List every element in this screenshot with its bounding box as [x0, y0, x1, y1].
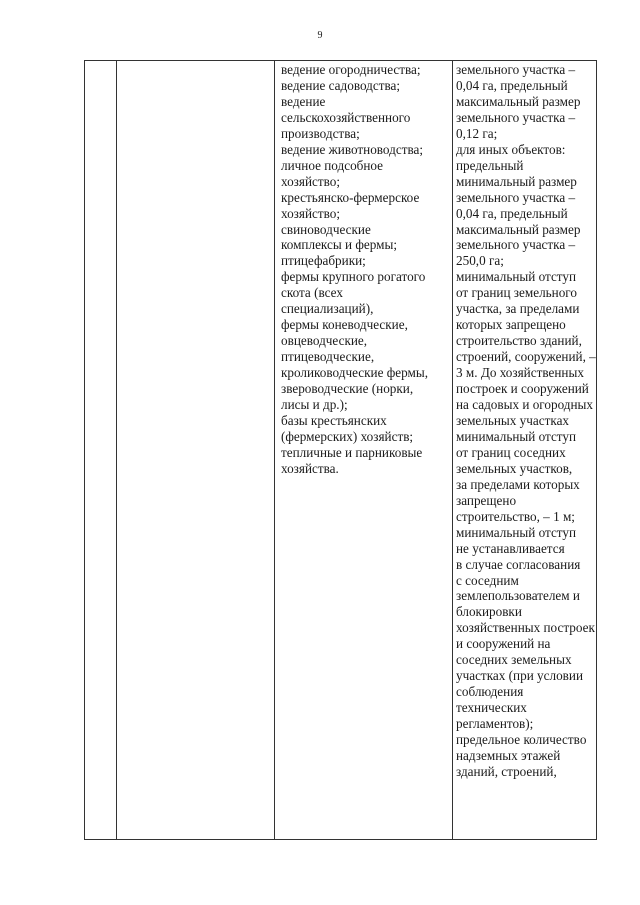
text-line: запрещено [456, 492, 517, 508]
text-line: технических [456, 700, 527, 716]
text-line: землепользователем и [456, 588, 580, 604]
text-line: которых запрещено [456, 317, 566, 333]
text-line: 0,04 га, предельный [456, 77, 568, 93]
text-line: не устанавливается [456, 540, 565, 556]
text-line: 0,04 га, предельный [456, 205, 568, 221]
text-line: комплексы и фермы; [281, 237, 398, 253]
zoning-regulations-table [84, 60, 597, 840]
text-line: строительство, – 1 м; [456, 508, 575, 524]
table-row [85, 61, 597, 840]
table-cell-permitted-uses [275, 61, 453, 840]
text-line: ведение огородничества; [281, 62, 421, 77]
text-line: земельного участка – [456, 237, 576, 253]
text-line: и сооружений на [456, 636, 551, 652]
text-line: птицеводческие, [281, 349, 375, 365]
text-line: минимальный размер [456, 173, 577, 189]
permitted-uses-text [275, 61, 452, 477]
text-line: производства; [281, 125, 360, 141]
text-line: за пределами которых [456, 476, 580, 492]
text-line: хозяйственных построек [456, 620, 595, 636]
text-line: фермы коневодческие, [281, 317, 408, 333]
text-line: максимальный размер [456, 93, 581, 109]
text-line: земельного участка – [456, 189, 576, 205]
text-line: построек и сооружений [456, 381, 589, 397]
text-line: птицефабрики; [281, 253, 366, 269]
text-line: зданий, строений, [456, 763, 557, 779]
text-line: кролиководческие фермы, [281, 365, 429, 381]
text-line: участка, за пределами [456, 301, 580, 317]
text-line: на садовых и огородных [456, 397, 594, 413]
text-line: лисы и др.); [281, 397, 348, 413]
text-line: для иных объектов: [456, 141, 566, 157]
text-line: тепличные и парниковые [281, 444, 423, 460]
text-line: земельного участка – [456, 62, 576, 77]
text-line: надземных этажей [456, 747, 561, 763]
text-line: звероводческие (норки, [281, 381, 414, 397]
text-line: соблюдения [456, 684, 524, 700]
text-line: регламентов); [456, 716, 534, 732]
text-line: соседних земельных [456, 652, 572, 668]
text-line: участках (при условии [456, 668, 584, 684]
text-line: хозяйства. [281, 460, 339, 476]
text-line: максимальный размер [456, 221, 581, 237]
text-line: базы крестьянских [281, 412, 387, 428]
text-line: земельного участка – [456, 109, 576, 125]
text-line: сельскохозяйственного [281, 109, 411, 125]
table-cell-zone [117, 61, 275, 840]
text-line: фермы крупного рогатого [281, 269, 426, 285]
text-line: свиноводческие [281, 221, 371, 237]
text-line: скота (всех [281, 285, 343, 301]
text-line: земельных участках [456, 412, 570, 428]
text-line: в случае согласования [456, 556, 581, 572]
text-line: ведение садоводства; [281, 77, 401, 93]
text-line: от границ земельного [456, 285, 577, 301]
text-line: хозяйство; [281, 173, 341, 189]
text-line: от границ соседних [456, 444, 566, 460]
text-line: с соседним [456, 572, 519, 588]
text-line: строений, сооружений, – [456, 349, 596, 365]
text-line: блокировки [456, 604, 522, 620]
text-line: ведение [281, 93, 326, 109]
text-line: 0,12 га; [456, 125, 498, 141]
text-line: предельный [456, 157, 524, 173]
text-line: специализаций), [281, 301, 374, 317]
text-line: личное подсобное [281, 157, 384, 173]
table-cell-number [85, 61, 117, 840]
text-line: 250,0 га; [456, 253, 504, 269]
text-line: овцеводческие, [281, 333, 368, 349]
text-line: ведение животноводства; [281, 141, 424, 157]
text-line: минимальный отступ [456, 524, 577, 540]
text-line: предельное количество [456, 732, 587, 748]
parameters-text [453, 61, 596, 780]
text-line: минимальный отступ [456, 428, 577, 444]
text-line: крестьянско-фермерское [281, 189, 420, 205]
text-line: хозяйство; [281, 205, 341, 221]
text-line: (фермерских) хозяйств; [281, 428, 414, 444]
text-line: минимальный отступ [456, 269, 577, 285]
table-cell-parameters [453, 61, 597, 840]
text-line: 3 м. До хозяйственных [456, 365, 584, 381]
text-line: строительство зданий, [456, 333, 582, 349]
text-line: земельных участков, [456, 460, 573, 476]
page-number: 9 [317, 30, 323, 41]
